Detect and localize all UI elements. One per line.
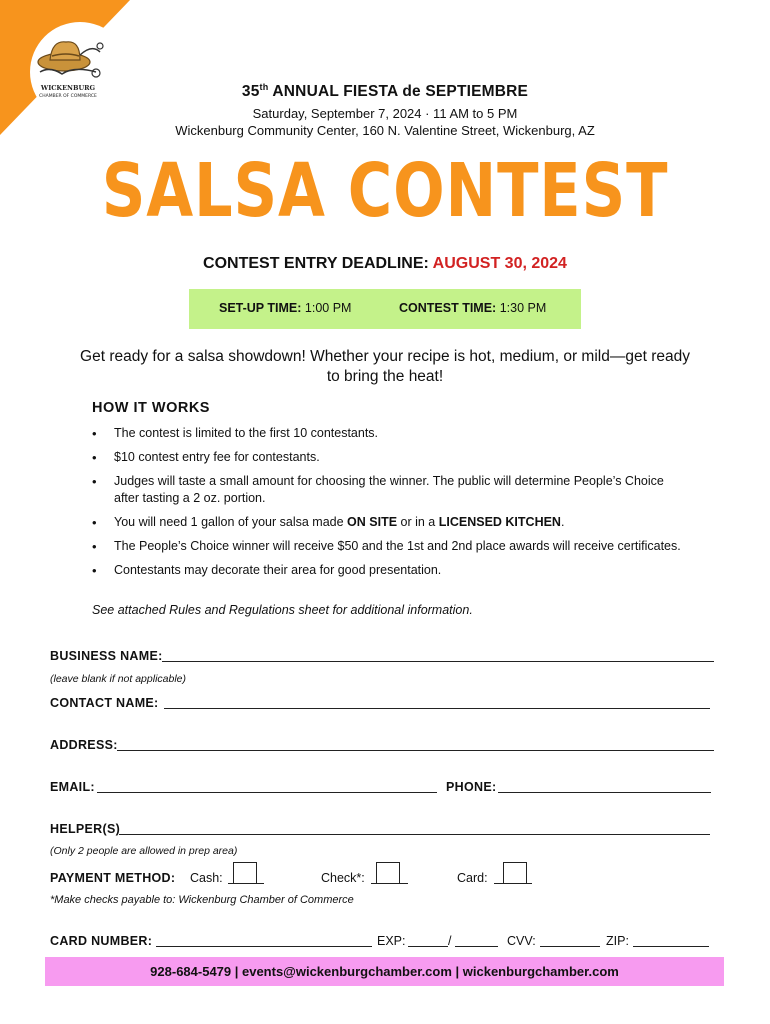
exp-separator: /	[448, 934, 452, 948]
list-item-text: .	[560, 515, 565, 529]
address-label: ADDRESS:	[50, 738, 118, 752]
check-label: Check*:	[321, 871, 365, 885]
list-item	[92, 514, 692, 531]
contact-name-label: CONTACT NAME:	[50, 696, 159, 710]
zip-label: ZIP:	[606, 934, 629, 948]
logo-line1: WICKENBURG	[40, 84, 96, 92]
cash-checkbox[interactable]	[233, 862, 257, 884]
card-label: Card:	[457, 871, 488, 885]
exp-year-field[interactable]	[455, 946, 498, 947]
zip-field[interactable]	[633, 946, 709, 947]
list-item-emphasis: LICENSED KITCHEN	[438, 515, 561, 529]
list-item: • The contest is limited to the first 10 contestants.	[92, 425, 692, 442]
deadline-label: CONTEST ENTRY DEADLINE:	[203, 255, 433, 272]
card-checkbox[interactable]	[503, 862, 527, 884]
business-name-label: BUSINESS NAME:	[50, 649, 163, 663]
contact-name-field[interactable]	[164, 708, 710, 709]
intro-text: Get ready for a salsa showdown! Whether your recipe is hot, medium, or mild—get ready to bring the heat!	[80, 348, 690, 385]
list-item-text: You will need 1 gallon of your salsa made	[114, 515, 348, 529]
event-title-rest: ANNUAL FIESTA de SEPTIEMBRE	[268, 83, 529, 101]
list-item: • The People’s Choice winner will receive $50 and the 1st and 2nd place awards will receive certificates.	[92, 538, 692, 555]
address-field[interactable]	[117, 750, 714, 751]
exp-month-field[interactable]	[408, 946, 448, 947]
event-title	[0, 82, 770, 101]
cash-label: Cash:	[190, 871, 223, 885]
helpers-hint: (Only 2 people are allowed in prep area)	[50, 845, 238, 857]
list-item: • Judges will taste a small amount for choosing the winner. The public will determine People’s Choice after tasting a 2 oz. portion.	[92, 473, 692, 507]
list-item: • Contestants may decorate their area for good presentation.	[92, 562, 692, 579]
card-number-field[interactable]	[156, 946, 372, 947]
exp-label: EXP:	[377, 934, 406, 948]
list-item: • $10 contest entry fee for contestants.	[92, 449, 692, 466]
event-date: Saturday, September 7, 2024 · 11 AM to 5 PM	[252, 106, 518, 121]
checks-payable-note: *Make checks payable to: Wickenburg Chamber of Commerce	[50, 894, 354, 906]
helpers-label: HELPER(S)	[50, 822, 121, 836]
contest-time	[399, 301, 546, 315]
helpers-field[interactable]	[119, 834, 710, 835]
business-name-hint: (leave blank if not applicable)	[50, 673, 186, 685]
phone-label: PHONE:	[446, 780, 497, 794]
email-label: EMAIL:	[50, 780, 95, 794]
cvv-label: CVV:	[507, 934, 536, 948]
contest-time-value: 1:30 PM	[496, 301, 547, 315]
event-venue: Wickenburg Community Center, 160 N. Valentine Street, Wickenburg, AZ	[175, 123, 595, 138]
card-number-label: CARD NUMBER:	[50, 934, 153, 948]
entry-deadline	[0, 255, 770, 273]
list-item-text: or in a	[397, 515, 439, 529]
how-it-works-list	[92, 425, 692, 586]
logo-line2: CHAMBER OF COMMERCE	[39, 94, 97, 99]
payment-method-label: PAYMENT METHOD:	[50, 871, 176, 885]
event-title-ordinal-suffix: th	[259, 82, 269, 92]
event-title-ordinal: 35	[241, 83, 260, 101]
deadline-date: AUGUST 30, 2024	[432, 255, 567, 272]
contact-footer: 928-684-5479 | events@wickenburgchamber.com | wickenburgchamber.com	[45, 957, 724, 986]
setup-time-label: SET-UP TIME:	[219, 301, 302, 315]
business-name-field[interactable]	[162, 661, 714, 662]
setup-time-value: 1:00 PM	[301, 301, 352, 315]
rules-note: See attached Rules and Regulations sheet for additional information.	[92, 603, 473, 617]
how-it-works-heading: HOW IT WORKS	[92, 400, 210, 416]
contest-time-label: CONTEST TIME:	[399, 301, 497, 315]
list-item-emphasis: ON SITE	[347, 515, 398, 529]
email-field[interactable]	[97, 792, 437, 793]
cvv-field[interactable]	[540, 946, 600, 947]
check-checkbox[interactable]	[376, 862, 400, 884]
salsa-contest-title: SALSA CONTEST	[101, 148, 669, 234]
setup-time	[219, 301, 351, 315]
times-banner	[189, 289, 581, 329]
phone-field[interactable]	[498, 792, 711, 793]
